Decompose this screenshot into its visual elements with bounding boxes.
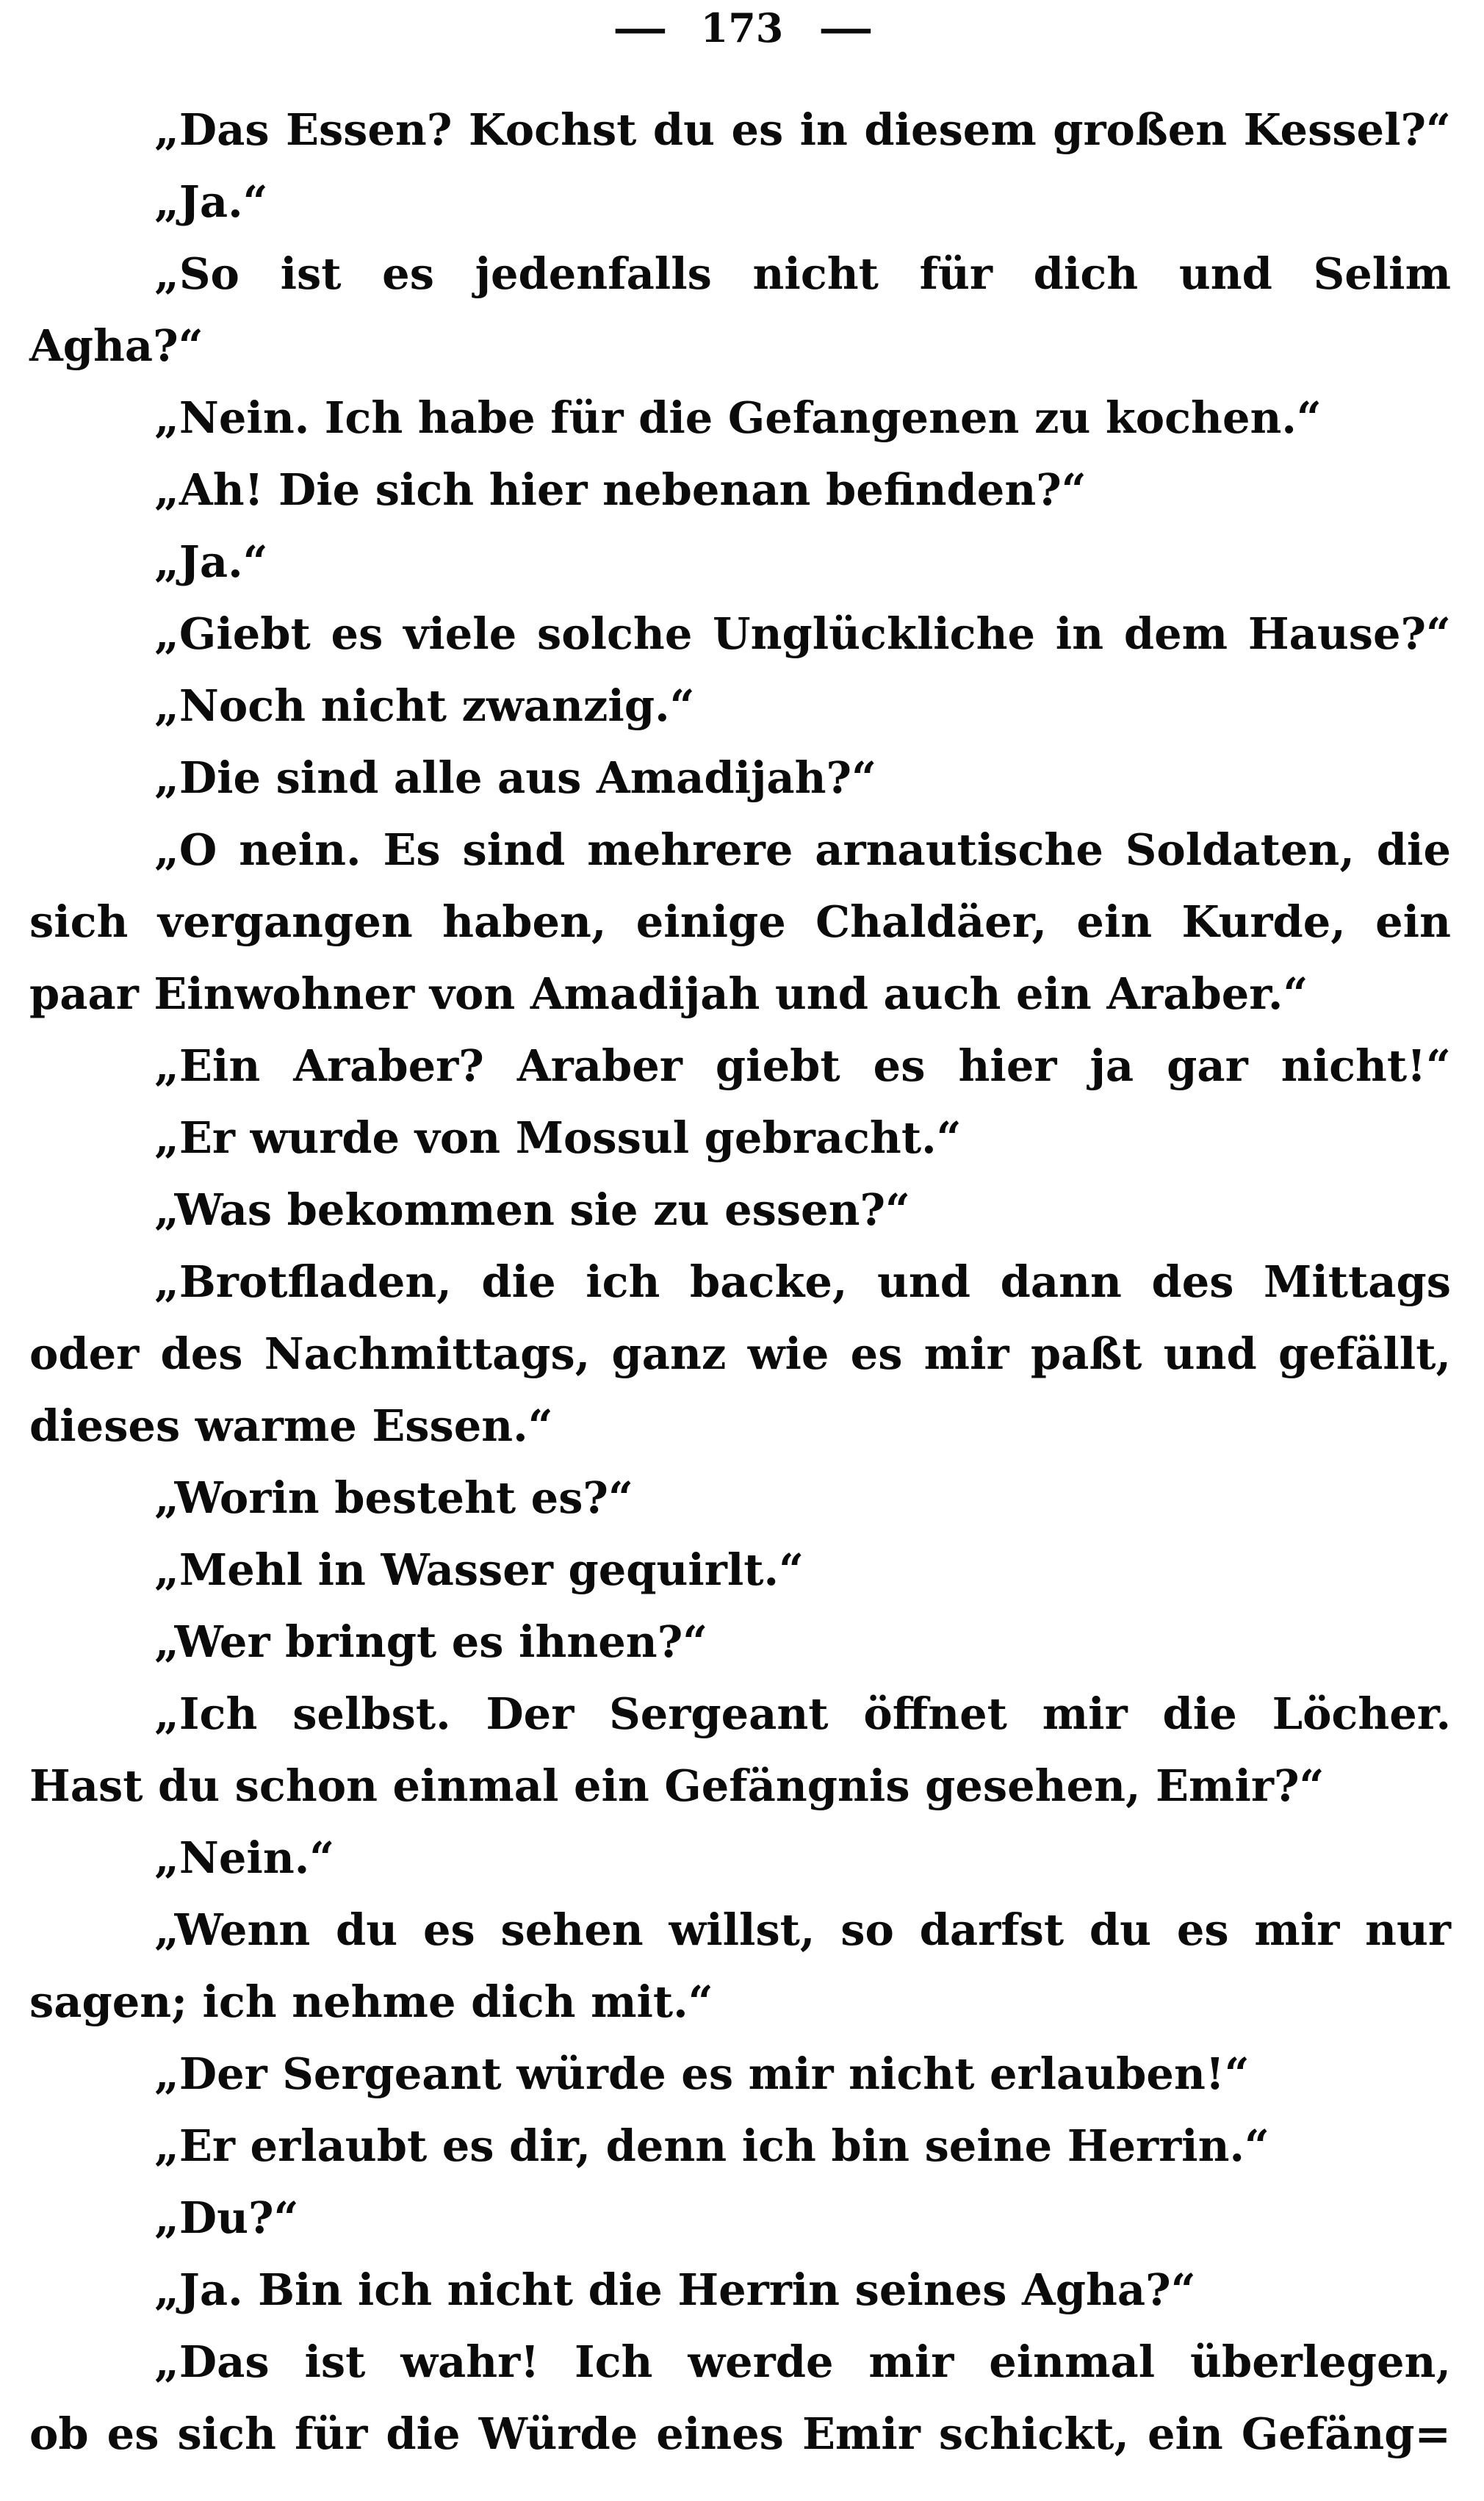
text-line: „Nein. Ich habe für die Gefangenen zu kochen.“ — [154, 392, 1322, 443]
text-line: „Ich selbst. Der Sergeant öffnet mir die Löcher. — [154, 1688, 1451, 1739]
text-line: „Ein Araber? Araber giebt es hier ja gar nicht!“ — [154, 1040, 1451, 1091]
page-text — [29, 94, 1451, 2470]
page-header — [0, 6, 1484, 50]
text-line: „Die sind alle aus Amadijah?“ — [154, 752, 877, 803]
text-line: „Er wurde von Mossul gebracht.“ — [154, 1112, 962, 1163]
text-line: „Der Sergeant würde es mir nicht erlauben!“ — [154, 2048, 1250, 2099]
text-line: „Brotfladen, die ich backe, und dann des Mittags — [154, 1256, 1451, 1307]
text-line: „Worin besteht es?“ — [154, 1472, 633, 1523]
text-line: „Wenn du es sehen willst, so darfst du es mir nur — [154, 1904, 1451, 1955]
header-dash-left: — — [612, 4, 666, 51]
text-line: dieses warme Essen.“ — [29, 1400, 553, 1451]
text-line: „Du?“ — [154, 2192, 299, 2243]
text-line: „Mehl in Wasser gequirlt.“ — [154, 1544, 804, 1595]
text-line: „Ja.“ — [154, 536, 268, 587]
text-line: „Noch nicht zwanzig.“ — [154, 680, 695, 731]
text-line: „Ja. Bin ich nicht die Herrin seines Agha?“ — [154, 2264, 1196, 2315]
text-line: Hast du schon einmal ein Gefängnis gesehen, Emir?“ — [29, 1760, 1325, 1811]
text-line: „So ist es jedenfalls nicht für dich und Selim — [154, 248, 1451, 299]
text-line: „Das ist wahr! Ich werde mir einmal überlegen, — [154, 2336, 1451, 2387]
page-number: 173 — [700, 4, 784, 51]
text-line: „Das Essen? Kochst du es in diesem großen Kessel?“ — [154, 104, 1451, 155]
text-line: sich vergangen haben, einige Chaldäer, ein Kurde, ein — [29, 896, 1451, 947]
text-line: paar Einwohner von Amadijah und auch ein Araber.“ — [29, 968, 1308, 1019]
text-line: „O nein. Es sind mehrere arnautische Soldaten, die — [154, 824, 1451, 875]
text-line: „Ja.“ — [154, 176, 268, 227]
text-line: „Ah! Die sich hier nebenan befinden?“ — [154, 464, 1087, 515]
text-line: „Wer bringt es ihnen?“ — [154, 1616, 708, 1667]
header-dash-right: — — [818, 4, 872, 51]
text-line: ob es sich für die Würde eines Emir schickt, ein Gefäng= — [29, 2408, 1451, 2459]
text-line: oder des Nachmittags, ganz wie es mir paßt und gefällt, — [29, 1328, 1451, 1379]
text-line: Agha?“ — [29, 320, 203, 371]
text-line: sagen; ich nehme dich mit.“ — [29, 1976, 713, 2027]
text-line: „Was bekommen sie zu essen?“ — [154, 1184, 910, 1235]
text-line: „Nein.“ — [154, 1832, 335, 1883]
text-line: „Giebt es viele solche Unglückliche in dem Hause?“ — [154, 608, 1451, 659]
text-line: „Er erlaubt es dir, denn ich bin seine Herrin.“ — [154, 2120, 1269, 2171]
